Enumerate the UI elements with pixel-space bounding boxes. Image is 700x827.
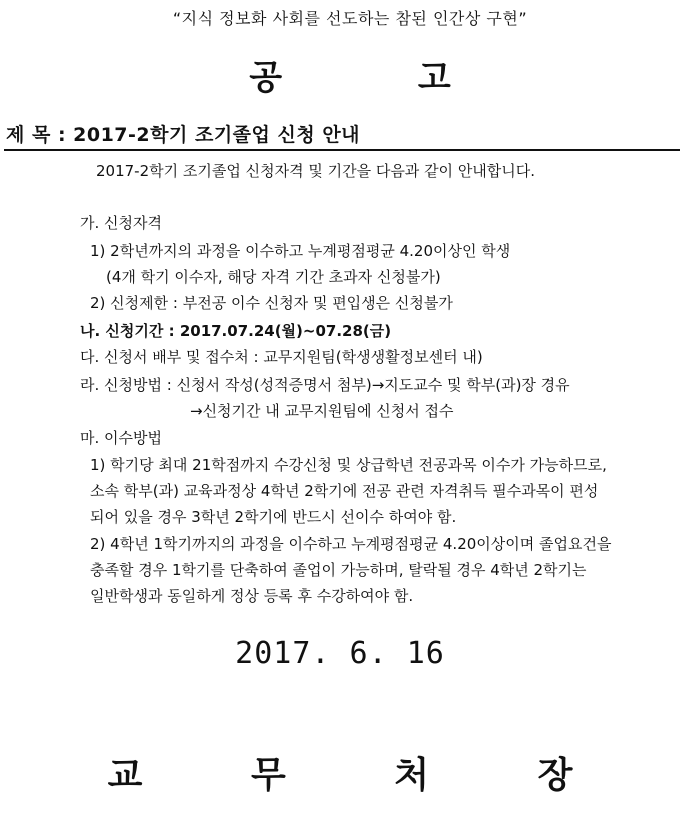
section-ga-title: 가. 신청자격 <box>80 214 162 232</box>
signer-title: 교 무 처 장 <box>107 754 621 796</box>
section-ma-item-1-line-1: 1) 학기당 최대 21학점까지 수강신청 및 상급학년 전공과목 이수가 가능하므로, <box>90 456 607 474</box>
divider <box>4 149 680 151</box>
section-ma-item-2-line-1: 2) 4학년 1학기까지의 과정을 이수하고 누계평점평균 4.20이상이며 졸업요건을 <box>90 535 612 553</box>
section-ga-item-2: 2) 신청제한 : 부전공 이수 신청자 및 편입생은 신청불가 <box>90 294 453 312</box>
section-na: 나. 신청기간 : 2017.07.24(월)~07.28(금) <box>80 322 392 340</box>
section-ma-item-2-line-3: 일반학생과 동일하게 정상 등록 후 수강하여야 함. <box>90 587 414 605</box>
section-ma-item-2-line-2: 충족할 경우 1학기를 단축하여 졸업이 가능하며, 탈락될 경우 4학년 2학기는 <box>90 561 587 579</box>
intro-text: 2017-2학기 조기졸업 신청자격 및 기간을 다음과 같이 안내합니다. <box>96 162 536 180</box>
notice-date: 2017. 6. 16 <box>235 636 445 671</box>
section-da: 다. 신청서 배부 및 접수처 : 교무지원팀(학생생활정보센터 내) <box>80 348 483 366</box>
notice-heading: 공 고 <box>249 58 513 98</box>
section-ra-line-1: 라. 신청방법 : 신청서 작성(성적증명서 첨부)→지도교수 및 학부(과)장 경유 <box>80 376 570 394</box>
subject-line: 제 목 : 2017-2학기 조기졸업 신청 안내 <box>6 124 361 146</box>
section-ma-item-1-line-3: 되어 있을 경우 3학년 2학기에 반드시 선이수 하여야 함. <box>90 508 457 526</box>
section-ma-item-1-line-2: 소속 학부(과) 교육과정상 4학년 2학기에 전공 관련 자격취득 필수과목이 편성 <box>90 482 599 500</box>
section-ga-item-1-note: (4개 학기 이수자, 해당 자격 기간 초과자 신청불가) <box>106 268 441 286</box>
section-ma-title: 마. 이수방법 <box>80 429 162 447</box>
section-ga-item-1: 1) 2학년까지의 과정을 이수하고 누계평점평균 4.20이상인 학생 <box>90 242 511 260</box>
section-ra-line-2: →신청기간 내 교무지원팀에 신청서 접수 <box>190 402 454 420</box>
motto: “지식 정보화 사회를 선도하는 참된 인간상 구현” <box>172 9 528 28</box>
